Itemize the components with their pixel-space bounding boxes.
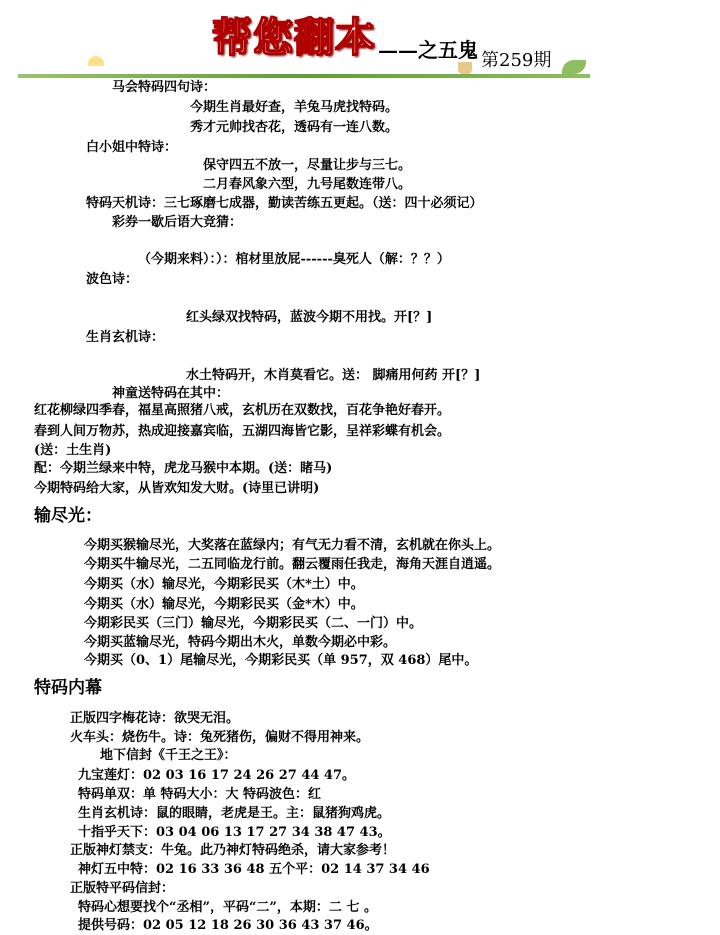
text-line: 二月春风象六型，九号尾数连带八。 [203,177,412,192]
text-line: 正版四字梅花诗：欲哭无泪。 [70,711,240,726]
text-line: 今期生肖最好查，羊兔马虎找特码。 [190,100,399,115]
text-line: 今期买（0、1）尾输尽光，今期彩民买（单 957，双 468）尾中。 [84,653,478,668]
section-title-lose: 输尽光： [34,506,102,526]
text-line: 春到人间万物苏，热成迎接嘉宾临，五湖四海皆它影，呈祥彩蝶有机会。 [34,424,451,439]
text-line: (送：土生肖) [34,443,112,458]
text-line: 秀才元帅找杏花，透码有一连八数。 [190,120,399,135]
text-line: 正版神灯禁支：牛兔。此乃神灯特码绝杀，请大家参考！ [70,843,396,858]
text-line: 正版特平码信封： [70,881,175,896]
text-line: 特码单双：单 特码大小：大 特码波色：红 [78,787,322,802]
section-title-inside: 特码内幕 [34,678,102,698]
text-line: 特码心想要找个“丞相”，平码“二”，本期：二 七 。 [78,900,377,915]
text-line: 今期彩民买（三门）输尽光，今期彩民买（二、一门）中。 [84,616,423,631]
cup-decoration [458,62,472,74]
text-line: （今期来料）：）：棺材里放屁------臭死人（解：？？） [138,252,450,267]
text-line: 红花柳绿四季春，福星高照猪八戒，玄机历在双数找，百花争艳好春开。 [34,403,451,418]
text-line: 马会特码四句诗： [112,80,217,95]
text-line: 生肖玄机诗： [86,330,165,345]
sun-decoration [88,56,104,66]
text-line: 彩券一歇后语大竞猜： [112,215,243,230]
text-line: 水土特码开，木肖莫看它。送： 脚痛用何药 开[？] [186,368,481,383]
text-line: 神灯五中特：02 16 33 36 48 五个平：02 14 37 34 46 [78,862,430,877]
text-line: 保守四五不放一，尽量让步与三七。 [203,158,412,173]
leaf-decoration [562,60,586,74]
text-line: 特码天机诗：三七琢磨七成器，勤读苦练五更起。（送：四十必须记） [86,196,483,211]
text-line: 生肖玄机诗：鼠的眼睛，老虎是王。主：鼠猪狗鸡虎。 [78,806,391,821]
text-line: 白小姐中特诗： [86,140,178,155]
issue-number: 第259期 [481,50,552,71]
text-line: 配：今期兰绿来中特，虎龙马猴中本期。(送：睹马) [34,461,333,476]
text-line: 十指乎天下：03 04 06 13 17 27 34 38 47 43。 [78,825,391,840]
text-line: 波色诗： [86,272,139,287]
text-line: 今期买（水）输尽光，今期彩民买（木*土）中。 [84,577,364,592]
header-banner [0,0,720,90]
text-line: 地下信封《千王之王》： [100,748,237,763]
banner-stripe [18,74,590,78]
text-line: 今期买（水）输尽光，今期彩民买（金*木）中。 [84,597,364,612]
text-line: 今期买蓝输尽光，特码今期出木火，单数今期必中彩。 [84,635,397,650]
page-subtitle: ——之五鬼 [378,38,478,62]
text-line: 今期买猴输尽光，大奖落在蓝绿内；有气无力看不清，玄机就在你头上。 [84,538,501,553]
text-line: 火车头：烧伤牛。诗：兔死猪伤，偏财不得用神来。 [70,730,370,745]
text-line: 今期买牛输尽光，二五同临龙行前。翻云覆雨任我走，海角天涯自逍遥。 [84,557,501,572]
text-line: 九宝莲灯：02 03 16 17 24 26 27 44 47。 [78,768,356,783]
text-line: 提供号码：02 05 12 18 26 30 36 43 37 46。 [78,918,378,933]
text-line: 今期特码给大家，从皆欢知发大财。(诗里已讲明) [34,481,320,496]
page-title: 帮您翻本 [212,14,376,61]
text-line: 红头绿双找特码，蓝波今期不用找。开[？] [186,310,433,325]
text-line: 神童送特码在其中： [112,386,230,401]
